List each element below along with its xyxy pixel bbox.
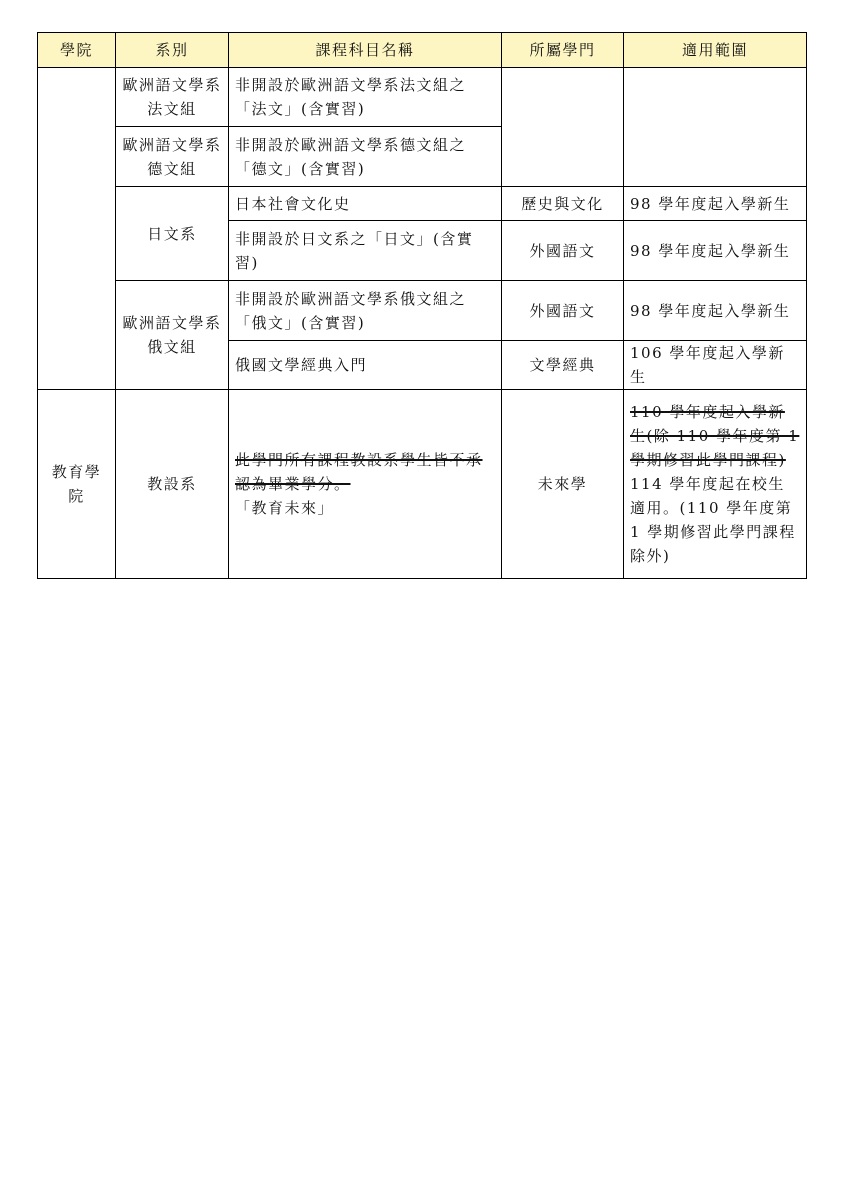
struck-course-note: 此學門所有課程教設系學生皆不承認為畢業學分。: [235, 451, 483, 493]
department-cell: 歐洲語文學系法文組: [116, 68, 229, 127]
header-department: 系別: [116, 33, 229, 68]
table-row: [38, 390, 807, 579]
struck-scope-note: 110 學年度起入學新生(除 110 學年度第 1 學期修習此學門課程): [630, 403, 800, 469]
scope-cell: 98 學年度起入學新生: [624, 221, 807, 281]
scope-text: 114 學年度起在校生適用。(110 學年度第 1 學期修習此學門課程除外): [630, 475, 796, 565]
course-name-cell: 日本社會文化史: [229, 187, 502, 221]
college-cell-empty: [38, 68, 116, 390]
table-row: [38, 68, 807, 127]
course-name-text: 「教育未來」: [235, 499, 335, 517]
course-name-cell: 非開設於歐洲語文學系德文組之「德文」(含實習): [229, 127, 502, 187]
course-table: [37, 32, 807, 579]
scope-cell: 98 學年度起入學新生: [624, 187, 807, 221]
course-name-cell: [229, 390, 502, 579]
scope-cell: 106 學年度起入學新生: [624, 341, 807, 390]
category-cell: 文學經典: [502, 341, 624, 390]
college-cell: 教育學院: [38, 390, 116, 579]
header-row: [38, 33, 807, 68]
header-category: 所屬學門: [502, 33, 624, 68]
table-row: [38, 281, 807, 341]
department-cell: 日文系: [116, 187, 229, 281]
scope-cell: 98 學年度起入學新生: [624, 281, 807, 341]
table-row: [38, 187, 807, 221]
scope-cell: [624, 390, 807, 579]
course-name-cell: 非開設於日文系之「日文」(含實習): [229, 221, 502, 281]
scope-cell-empty: [624, 68, 807, 187]
course-name-cell: 俄國文學經典入門: [229, 341, 502, 390]
category-cell: 外國語文: [502, 221, 624, 281]
department-cell: 教設系: [116, 390, 229, 579]
header-scope: 適用範圍: [624, 33, 807, 68]
course-name-cell: 非開設於歐洲語文學系法文組之「法文」(含實習): [229, 68, 502, 127]
course-name-cell: 非開設於歐洲語文學系俄文組之「俄文」(含實習): [229, 281, 502, 341]
department-cell: 歐洲語文學系德文組: [116, 127, 229, 187]
category-cell: 未來學: [502, 390, 624, 579]
header-college: 學院: [38, 33, 116, 68]
category-cell: 歷史與文化: [502, 187, 624, 221]
department-cell: 歐洲語文學系俄文組: [116, 281, 229, 390]
header-course-name: 課程科目名稱: [229, 33, 502, 68]
category-cell-empty: [502, 68, 624, 187]
category-cell: 外國語文: [502, 281, 624, 341]
